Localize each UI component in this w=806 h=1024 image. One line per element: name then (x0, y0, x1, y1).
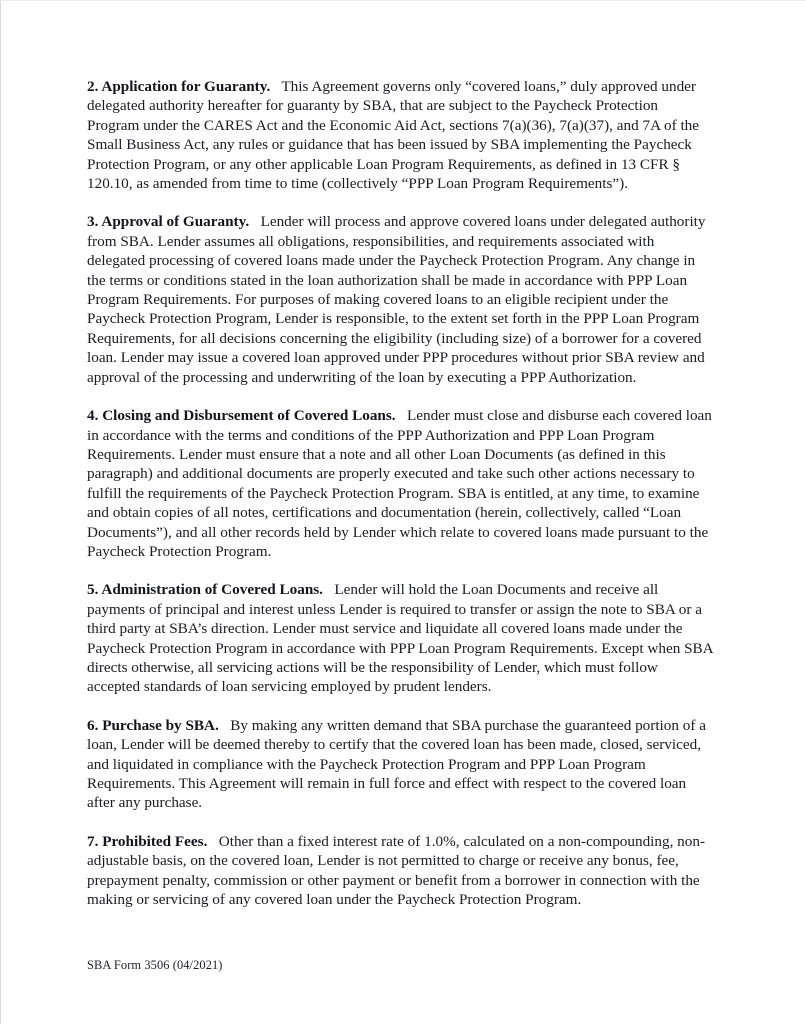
section-heading-4: 4. Closing and Disbursement of Covered Loans. (87, 407, 396, 425)
section-text-3: Lender will process and approve covered loans under delegated authority from SBA. Lender assumes all obligations, responsibilities, and requirements associated with delegated processing of covered loans made under the Paycheck Protection Program. Any change in the terms or conditions stated in the loan authorization shall be made in accordance with PPP Loan Program Requirements. For purposes of making covered loans to an eligible recipient under the Paycheck Protection Program, Lender is responsible, to the extent set forth in the PPP Loan Program Requirements, for all decisions concerning the eligibility (including size) of a borrower for a covered loan. Lender may issue a covered loan approved under PPP procedures without prior SBA review and approval of the processing and underwriting of the loan by executing a PPP Authorization. (87, 213, 706, 386)
section-heading-2: 2. Application for Guaranty. (87, 78, 271, 95)
section-paragraph-5 (87, 580, 713, 696)
document-body (87, 77, 713, 909)
section-paragraph-2 (87, 77, 713, 193)
section-text-7: Other than a fixed interest rate of 1.0%, calculated on a non-compounding, non-adjustable basis, on the covered loan, Lender is not permitted to charge or receive any bonus, fee, prepayment penalty, commission or other payment or benefit from a borrower in connection with the making or servicing of any covered loan under the Paycheck Protection Program. (87, 832, 706, 909)
section-text-5: Lender will hold the Loan Documents and receive all payments of principal and interest unless Lender is required to transfer or assign the note to SBA or a third party at SBA’s direction. Lender must service and liquidate all covered loans made under the Paycheck Protection Program in accordance with PPP Loan Program Requirements. Except when SBA directs otherwise, all servicing actions will be the responsibility of Lender, which must follow accepted standards of loan servicing employed by prudent lenders. (87, 581, 713, 696)
section-paragraph-3 (87, 212, 713, 387)
section-paragraph-6 (87, 716, 713, 813)
section-heading-3: 3. Approval of Guaranty. (87, 213, 250, 231)
section-paragraph-7 (87, 832, 713, 910)
section-text-6: By making any written demand that SBA purchase the guaranteed portion of a loan, Lender will be deemed thereby to certify that the covered loan has been made, closed, serviced, and liquidated in compliance with the Paycheck Protection Program and PPP Loan Program Requirements. This Agreement will remain in full force and effect with respect to the covered loan after any purchase. (87, 716, 706, 812)
section-heading-6: 6. Purchase by SBA. (87, 716, 219, 734)
section-text-4: Lender must close and disburse each covered loan in accordance with the terms and conditions of the PPP Authorization and PPP Loan Program Requirements. Lender must ensure that a note and all other Loan Documents (as defined in this paragraph) and additional documents are properly executed and take such other actions necessary to fulfill the requirements of the Paycheck Protection Program. SBA is entitled, at any time, to examine and obtain copies of all notes, certifications and documentation (herein, collectively, called “Loan Documents”), and all other records held by Lender which relate to covered loans made pursuant to the Paycheck Protection Program. (87, 407, 712, 560)
section-paragraph-4 (87, 406, 713, 561)
section-text-2: This Agreement governs only “covered loans,” duly approved under delegated authority hereafter for guaranty by SBA, that are subject to the Paycheck Protection Program under the CARES Act and the Economic Aid Act, sections 7(a)(36), 7(a)(37), and 7A of the Small Business Act, any rules or guidance that has been issued by SBA implementing the Paycheck Protection Program, or any other applicable Loan Program Requirements, as defined in 13 CFR § 120.10, as amended from time to time (collectively “PPP Loan Program Requirements”). (87, 78, 699, 193)
section-heading-7: 7. Prohibited Fees. (87, 832, 208, 850)
section-heading-5: 5. Administration of Covered Loans. (87, 581, 323, 599)
form-footer: SBA Form 3506 (04/2021) (87, 958, 223, 972)
